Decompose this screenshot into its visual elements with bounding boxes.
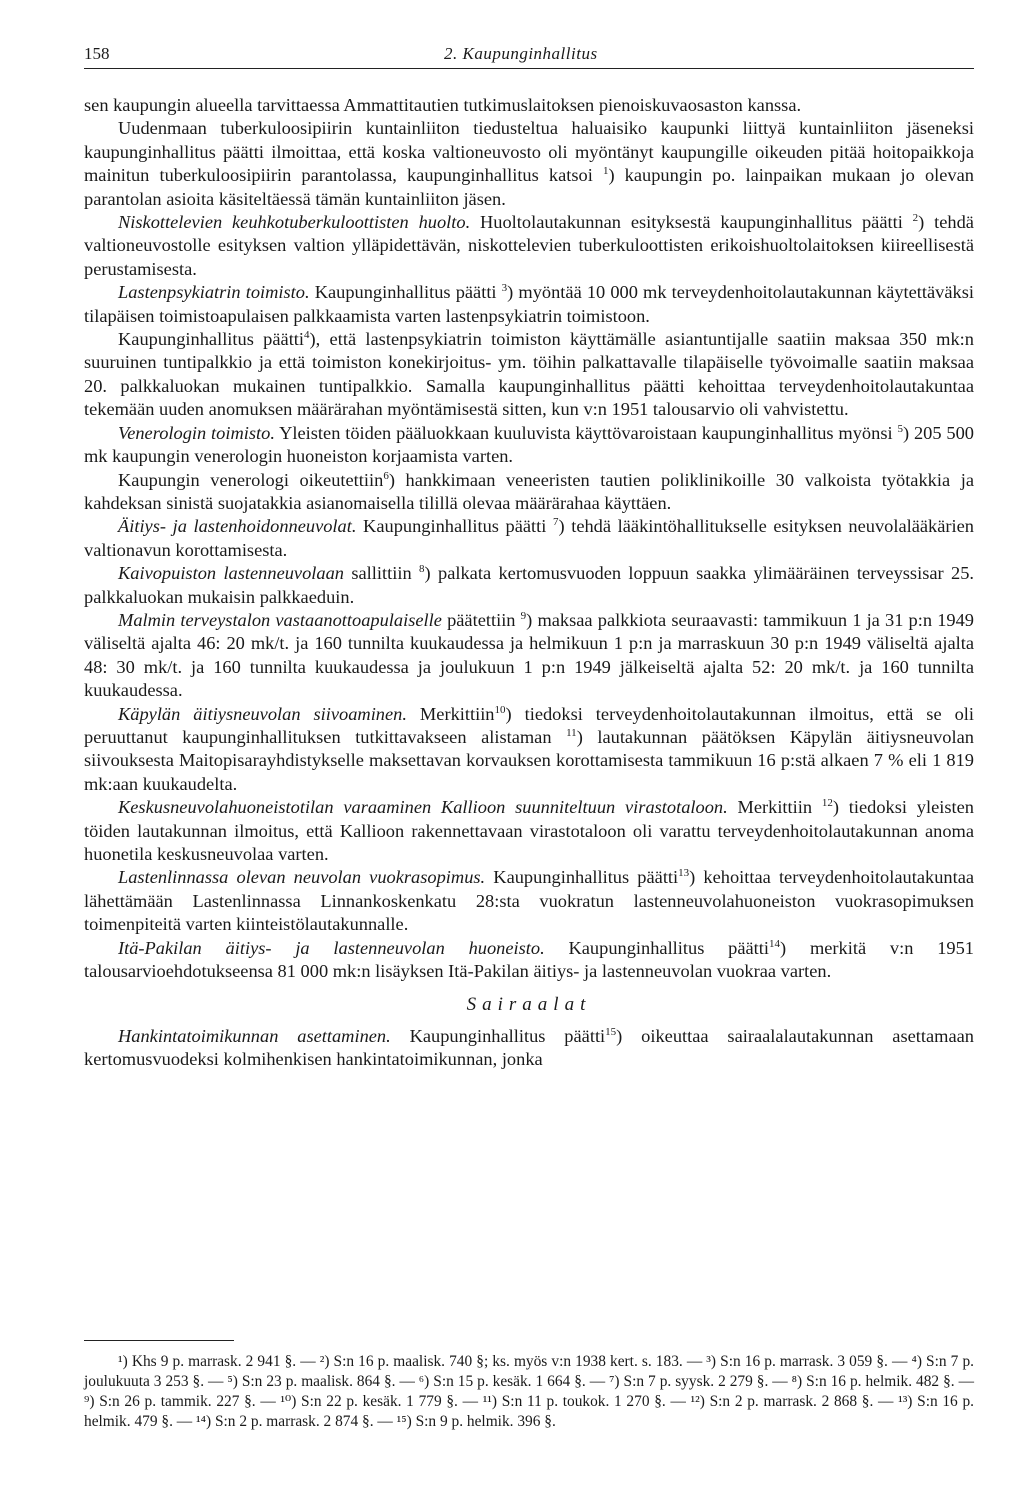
footnote-ref: 5 bbox=[897, 422, 903, 435]
paragraph: Malmin terveystalon vastaanottoapulaiselle päätettiin $^9$) maksaa palkkiota seuraavasti: tammikuun 1 ja 31 p:n 1949 väliseltä ajalta 46: 20 mk/t. ja 160 tunnilta kuukaudessa ja helmikuun 1 p:n ja marraskuun 30 p:n 1949 väliseltä ajalta 48: 30 mk/t. ja 160 tunnilta kuukaudessa ja joulukuun 1 p:n 1949 jälkeiseltä ajalta 52: 20 mk/t. ja 160 tunnilta kuukaudessa. bbox=[84, 609, 974, 701]
footnote-rule bbox=[84, 1340, 234, 1341]
footnote-ref: 14 bbox=[769, 937, 781, 950]
footnote-ref: 3 bbox=[501, 282, 508, 295]
paragraph: Lastenlinnassa olevan neuvolan vuokrasopimus. Kaupunginhallitus päätti$^{13}$) kehoittaa terveydenhoitolautakuntaa lähettämään Lastenlinnassa Linnankoskenkatu 28:sta vuokratun lastenneuvolahuoneiston vuokrasopimuksen toimenpiteitä varten kiinteistölautakunnalle. bbox=[84, 867, 975, 935]
paragraph-heading: Lastenpsykiatrin toimisto. bbox=[118, 282, 310, 303]
paragraph: Uudenmaan tuberkuloosipiirin kuntainliiton tiedusteltua haluaisiko kaupunki liittyä kuntainliiton jäseneksi kaupunginhallitus päätti ilmoittaa, että koska valtioneuvosto oli myöntänyt kaupungille oikeuden pitää hoitopaikkoja mainitun tuberkuloosipiirin parantolassa, kaupunginhallitus katsoi $^1$) kaupungin po. lainpaikan mukaan jo olevan parantolan asioita käsiteltäessä tämän kuntainliiton jäsen. bbox=[84, 118, 974, 209]
paragraph: Kaupunginhallitus päätti$^4$), että lastenpsykiatrin toimiston käyttämälle asiantuntijalle saatiin maksaa 350 mk:n suuruinen tuntipalkkio ja että toimiston konekirjoitus- ym. töihin palkattavalle tilapäiselle työvoimalle saatiin maksaa 20. palkkaluokan mukainen tuntipalkkio. Samalla kaupunginhallitus päätti kehoittaa terveydenhoitolautakuntaa tekemään uuden anomuksen määrärahan myöntämisestä sitten, kun v:n 1951 talousarvio oli vahvistettu. bbox=[84, 329, 974, 420]
footnote-ref: 8 bbox=[419, 563, 425, 576]
section-heading: Sairaalat bbox=[466, 994, 592, 1016]
paragraph-heading: Venerologin toimisto. bbox=[118, 422, 275, 443]
paragraph: Kaivopuiston lastenneuvolaan sallittiin $^8$) palkata kertomusvuoden loppuun saakka ylimääräinen terveyssisar 25. palkkaluokan mukaisin palkkaeduin. bbox=[84, 563, 974, 607]
paragraph: Kaupungin venerologi oikeutettiin$^6$) hankkimaan veneeristen tautien poliklinikoille 30 valkoista työtakkia ja kahdeksan sinistä suojatakkia asianomaisella tilillä olevaa määrärahaa käyttäen. bbox=[84, 469, 974, 513]
body-text bbox=[84, 94, 974, 1072]
paragraph-heading: Kaivopuiston lastenneuvolaan bbox=[118, 563, 344, 584]
footnote-ref: 12 bbox=[821, 797, 833, 810]
paragraph: Hankintatoimikunnan asettaminen. Kaupunginhallitus päätti$^{15}$) oikeuttaa sairaalalautakunnan asettamaan kertomusvuodeksi kolmihenkisen hankintatoimikunnan, jonka bbox=[84, 1025, 974, 1070]
paragraph-heading: Niskottelevien keuhkotuberkuloottisten huolto. bbox=[118, 212, 471, 233]
footnote-ref: 7 bbox=[552, 516, 559, 529]
footnote-ref: 13 bbox=[678, 867, 690, 880]
paragraph-heading: Lastenlinnassa olevan neuvolan vuokrasopimus. bbox=[118, 867, 486, 888]
paragraph: sen kaupungin alueella tarvittaessa Ammattitautien tutkimuslaitoksen pienoiskuvaosaston kanssa. bbox=[84, 95, 802, 115]
paragraph: Itä-Pakilan äitiys- ja lastenneuvolan huoneisto. Kaupunginhallitus päätti$^{14}$) merkitä v:n 1951 talousarvioehdotukseensa 81 000 mk:n lisäyksen Itä-Pakilan äitiys- ja lastenneuvolan vuokraa varten. bbox=[84, 937, 974, 982]
paragraph: Äitiys- ja lastenhoidonneuvolat. Kaupunginhallitus päätti $^7$) tehdä lääkintöhallitukselle esityksen neuvolalääkärien valtionavun korottamisesta. bbox=[84, 516, 974, 560]
footnotes bbox=[84, 1352, 974, 1432]
footnote-ref: 6 bbox=[383, 469, 389, 482]
footnote-ref: 15 bbox=[605, 1025, 617, 1038]
paragraph-heading: Hankintatoimikunnan asettaminen. bbox=[118, 1025, 391, 1046]
paragraph-heading: Käpylän äitiysneuvolan siivoaminen. bbox=[118, 703, 407, 724]
paragraph: Keskusneuvolahuoneistotilan varaaminen Kallioon suunniteltuun virastotaloon. Merkittiin $^{12}$) tiedoksi yleisten töiden lautakunnan ilmoitus, että Kallioon rakennettavaan virastotaloon oli varattu terveydenhoitolautakunnan anoma huonetila keskusneuvolaa varten. bbox=[84, 797, 974, 864]
footnote-ref: 1 bbox=[602, 165, 609, 178]
chapter-title: 2. Kaupunginhallitus bbox=[444, 44, 598, 63]
paragraph: Niskottelevien keuhkotuberkuloottisten huolto. Huoltolautakunnan esityksestä kaupunginhallitus päätti $^2$) tehdä valtioneuvostolle esityksen valtion ylläpidettävän, niskottelevien tuberkuloottisten erikoishuoltolaitoksen kiireellisestä perustamisesta. bbox=[84, 212, 974, 279]
paragraph: Käpylän äitiysneuvolan siivoaminen. Merkittiin$^{10}$) tiedoksi terveydenhoitolautakunnan ilmoitus, että se oli peruuttanut kaupunginhallituksen tutkittavakseen alistaman $^{11}$) lautakunnan päätöksen Käpylän äitiysneuvolan siivouksesta Maitopisarayhdistykselle maksettavan korvauksen korottamisesta tammikuun 16 p:stä alkaen 7 % eli 1 819 mk:aan kuukaudelta. bbox=[84, 703, 974, 794]
paragraph-heading: Malmin terveystalon vastaanottoapulaiselle bbox=[118, 609, 442, 630]
footnote-ref: 2 bbox=[912, 212, 919, 225]
footnote-ref: 10 bbox=[494, 703, 506, 716]
footnote-ref: 4 bbox=[304, 329, 310, 342]
page-number: 158 bbox=[84, 44, 110, 63]
paragraph-heading: Keskusneuvolahuoneistotilan varaaminen Kallioon suunniteltuun virastotaloon. bbox=[118, 797, 728, 818]
running-head bbox=[84, 38, 974, 69]
footnote-text: ¹) Khs 9 p. marrask. 2 941 §. — ²) S:n 16 p. maalisk. 740 §; ks. myös v:n 1938 kert. s. 183. — ³) S:n 16 p. marrask. 3 059 §. — ⁴) S:n 7 p. joulukuuta 3 253 §. — ⁵) S:n 23 p. maalisk. 864 §. — ⁶) S:n 15 p. kesäk. 1 664 §. — ⁷) S:n 7 p. syysk. 2 279 §. — ⁸) S:n 16 p. helmik. 482 §. — ⁹) S:n 26 p. tammik. 227 §. — ¹⁰) S:n 22 p. kesäk. 1 779 §. — ¹¹) S:n 11 p. toukok. 1 270 §. — ¹²) S:n 2 p. marrask. 2 868 §. — ¹³) S:n 16 p. helmik. 479 §. — ¹⁴) S:n 2 p. marrask. 2 874 §. — ¹⁵) S:n 9 p. helmik. 396 §. bbox=[84, 1353, 974, 1430]
footnote-ref: 11 bbox=[566, 726, 577, 739]
paragraph: Lastenpsykiatrin toimisto. Kaupunginhallitus päätti $^3$) myöntää 10 000 mk terveydenhoitolautakunnan käytettäväksi tilapäisen toimistoapulaisen palkkaamista varten lastenpsykiatrin toimistoon. bbox=[84, 282, 974, 326]
paragraph: Venerologin toimisto. Yleisten töiden pääluokkaan kuuluvista käyttövaroistaan kaupunginhallitus myönsi $^5$) 205 500 mk kaupungin venerologin huoneiston korjaamista varten. bbox=[84, 422, 974, 467]
paragraph-heading: Äitiys- ja lastenhoidonneuvolat. bbox=[118, 516, 357, 537]
paragraph-heading: Itä-Pakilan äitiys- ja lastenneuvolan huoneisto. bbox=[118, 937, 545, 958]
footnote-ref: 9 bbox=[520, 609, 527, 622]
